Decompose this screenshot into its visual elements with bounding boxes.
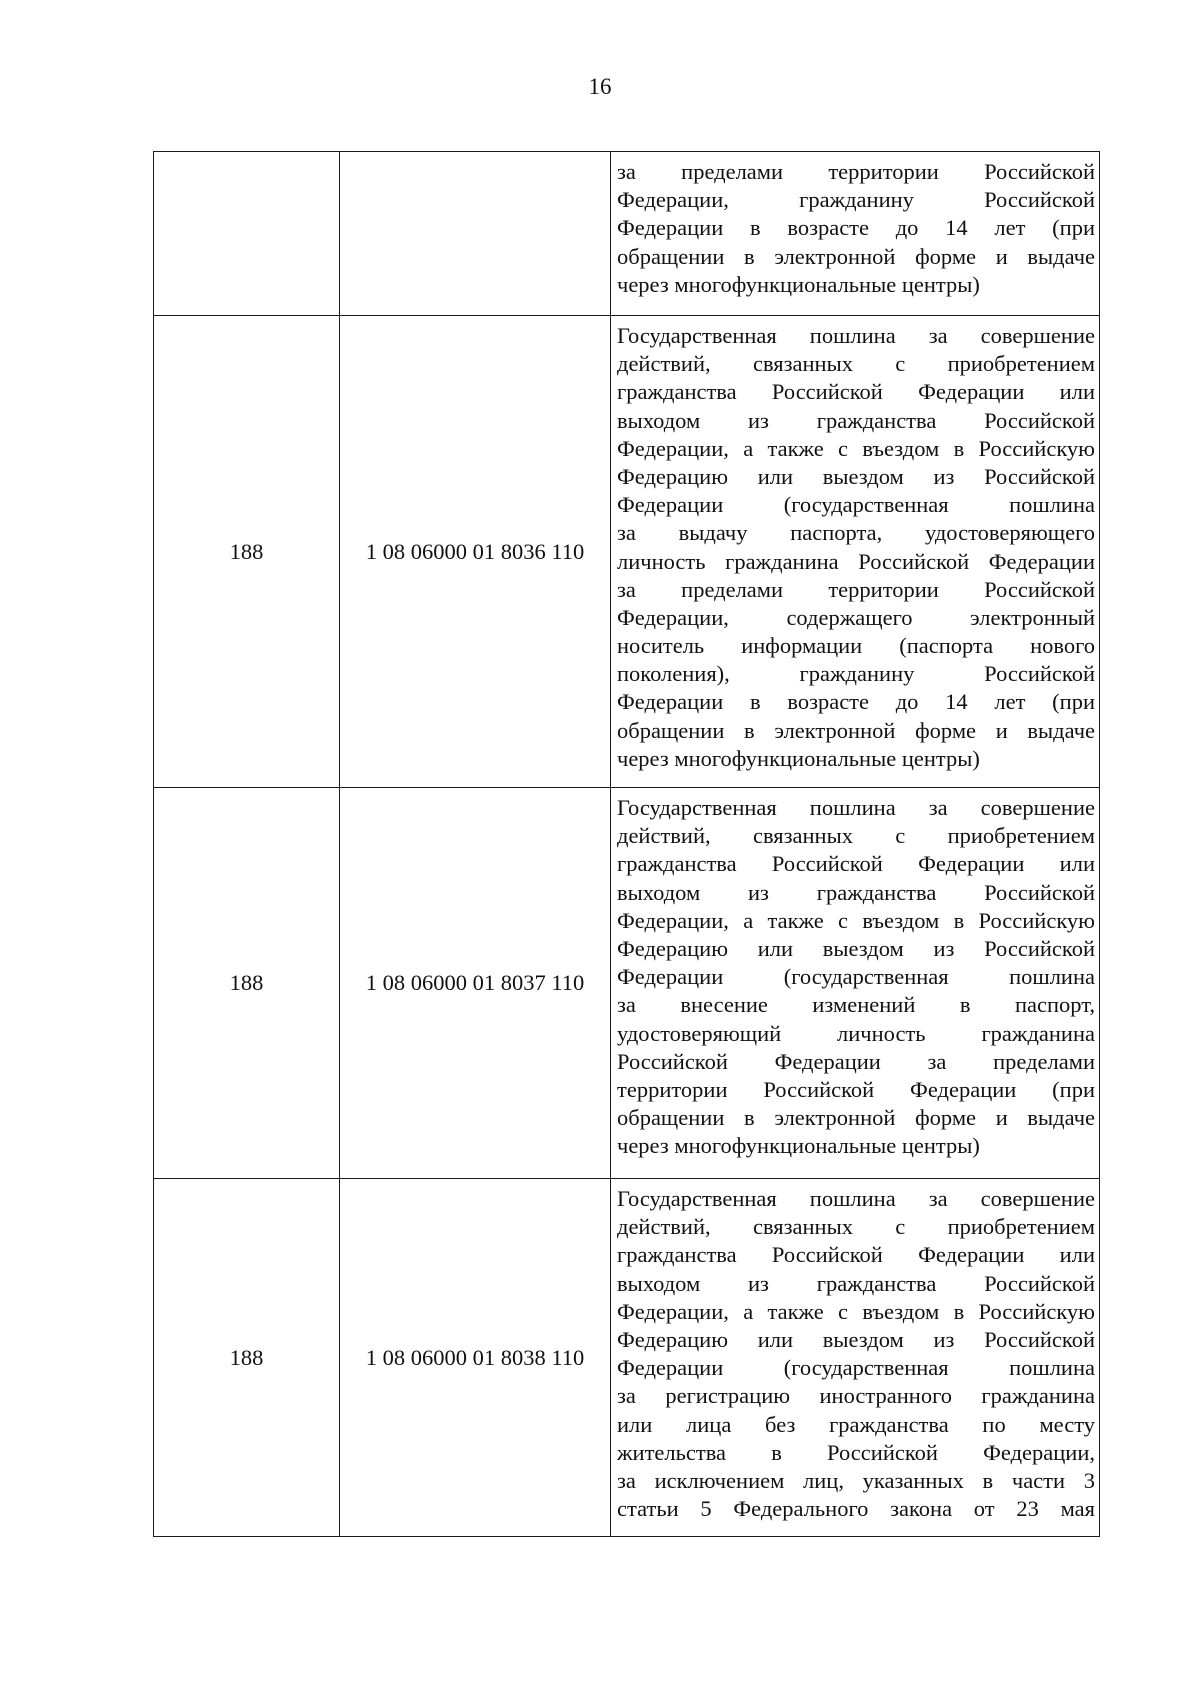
description-line: гражданства Российской Федерации или bbox=[617, 1242, 1095, 1268]
income-codes-table bbox=[153, 151, 1100, 1537]
description-line: выходом из гражданства Российской bbox=[617, 407, 1095, 433]
table-row bbox=[154, 788, 1100, 1179]
description-line: жительства в Российской Федерации, bbox=[617, 1439, 1095, 1465]
description-line: Федерации, содержащего электронный bbox=[617, 604, 1095, 630]
description-line: за пределами территории Российской bbox=[617, 159, 1095, 184]
description-line: Государственная пошлина за совершение bbox=[617, 323, 1095, 348]
description-line: за внесение изменений в паспорт, bbox=[617, 992, 1095, 1018]
description-cell bbox=[611, 788, 1100, 1179]
description-line: обращении в электронной форме и выдаче bbox=[617, 1105, 1095, 1131]
description-line: удостоверяющий личность гражданина bbox=[617, 1020, 1095, 1046]
description-line: действий, связанных с приобретением bbox=[617, 351, 1095, 377]
table-row bbox=[154, 1179, 1100, 1537]
table-row bbox=[154, 316, 1100, 788]
description-line: через многофункциональные центры) bbox=[617, 271, 980, 297]
description-line: Федерации (государственная пошлина bbox=[617, 1355, 1095, 1381]
description-line: Федерации в возрасте до 14 лет (при bbox=[617, 215, 1095, 241]
description-line: за регистрацию иностранного гражданина bbox=[617, 1383, 1095, 1409]
description-line: через многофункциональные центры) bbox=[617, 1133, 980, 1159]
description-line: Федерации, а также с въездом в Российскую bbox=[617, 907, 1095, 933]
description-line: Российской Федерации за пределами bbox=[617, 1048, 1095, 1074]
table-row bbox=[154, 152, 1100, 316]
budget-code-cell: 1 08 06000 01 8037 110 bbox=[340, 788, 611, 1179]
description-line: действий, связанных с приобретением bbox=[617, 823, 1095, 849]
description-line: действий, связанных с приобретением bbox=[617, 1214, 1095, 1240]
description-line: поколения), гражданину Российской bbox=[617, 661, 1095, 687]
budget-code-cell bbox=[340, 152, 611, 316]
description-cell bbox=[611, 1179, 1100, 1537]
description-line: Федерации, а также с въездом в Российскую bbox=[617, 435, 1095, 461]
description-line: статьи 5 Федерального закона от 23 мая bbox=[617, 1496, 1095, 1522]
budget-code-cell: 1 08 06000 01 8036 110 bbox=[340, 316, 611, 788]
description-line: за исключением лиц, указанных в части 3 bbox=[617, 1467, 1095, 1493]
description-line: территории Российской Федерации (при bbox=[617, 1076, 1095, 1102]
description-line: Федерации (государственная пошлина bbox=[617, 492, 1095, 518]
description-line: обращении в электронной форме и выдаче bbox=[617, 717, 1095, 743]
description-line: выходом из гражданства Российской bbox=[617, 1270, 1095, 1296]
description-line: или лица без гражданства по месту bbox=[617, 1411, 1095, 1437]
description-line: за пределами территории Российской bbox=[617, 576, 1095, 602]
description-line: носитель информации (паспорта нового bbox=[617, 633, 1095, 659]
admin-code-cell: 188 bbox=[154, 788, 340, 1179]
description-line: Федерацию или выездом из Российской bbox=[617, 463, 1095, 489]
admin-code-cell: 188 bbox=[154, 316, 340, 788]
description-line: Государственная пошлина за совершение bbox=[617, 795, 1095, 820]
description-line: Федерацию или выездом из Российской bbox=[617, 935, 1095, 961]
description-cell bbox=[611, 316, 1100, 788]
admin-code-cell: 188 bbox=[154, 1179, 340, 1537]
description-line: Государственная пошлина за совершение bbox=[617, 1186, 1095, 1211]
description-line: через многофункциональные центры) bbox=[617, 745, 980, 771]
page-number: 16 bbox=[588, 74, 612, 99]
admin-code-cell bbox=[154, 152, 340, 316]
description-line: Федерацию или выездом из Российской bbox=[617, 1326, 1095, 1352]
description-line: личность гражданина Российской Федерации bbox=[617, 548, 1095, 574]
description-line: гражданства Российской Федерации или bbox=[617, 379, 1095, 405]
description-line: выходом из гражданства Российской bbox=[617, 879, 1095, 905]
table-body bbox=[154, 152, 1100, 1537]
description-line: гражданства Российской Федерации или bbox=[617, 851, 1095, 877]
description-line: Федерации (государственная пошлина bbox=[617, 964, 1095, 990]
description-cell bbox=[611, 152, 1100, 316]
description-line: обращении в электронной форме и выдаче bbox=[617, 243, 1095, 269]
budget-code-cell: 1 08 06000 01 8038 110 bbox=[340, 1179, 611, 1537]
description-line: за выдачу паспорта, удостоверяющего bbox=[617, 520, 1095, 546]
description-line: Федерации, гражданину Российской bbox=[617, 187, 1095, 213]
description-line: Федерации в возрасте до 14 лет (при bbox=[617, 689, 1095, 715]
description-line: Федерации, а также с въездом в Российскую bbox=[617, 1298, 1095, 1324]
